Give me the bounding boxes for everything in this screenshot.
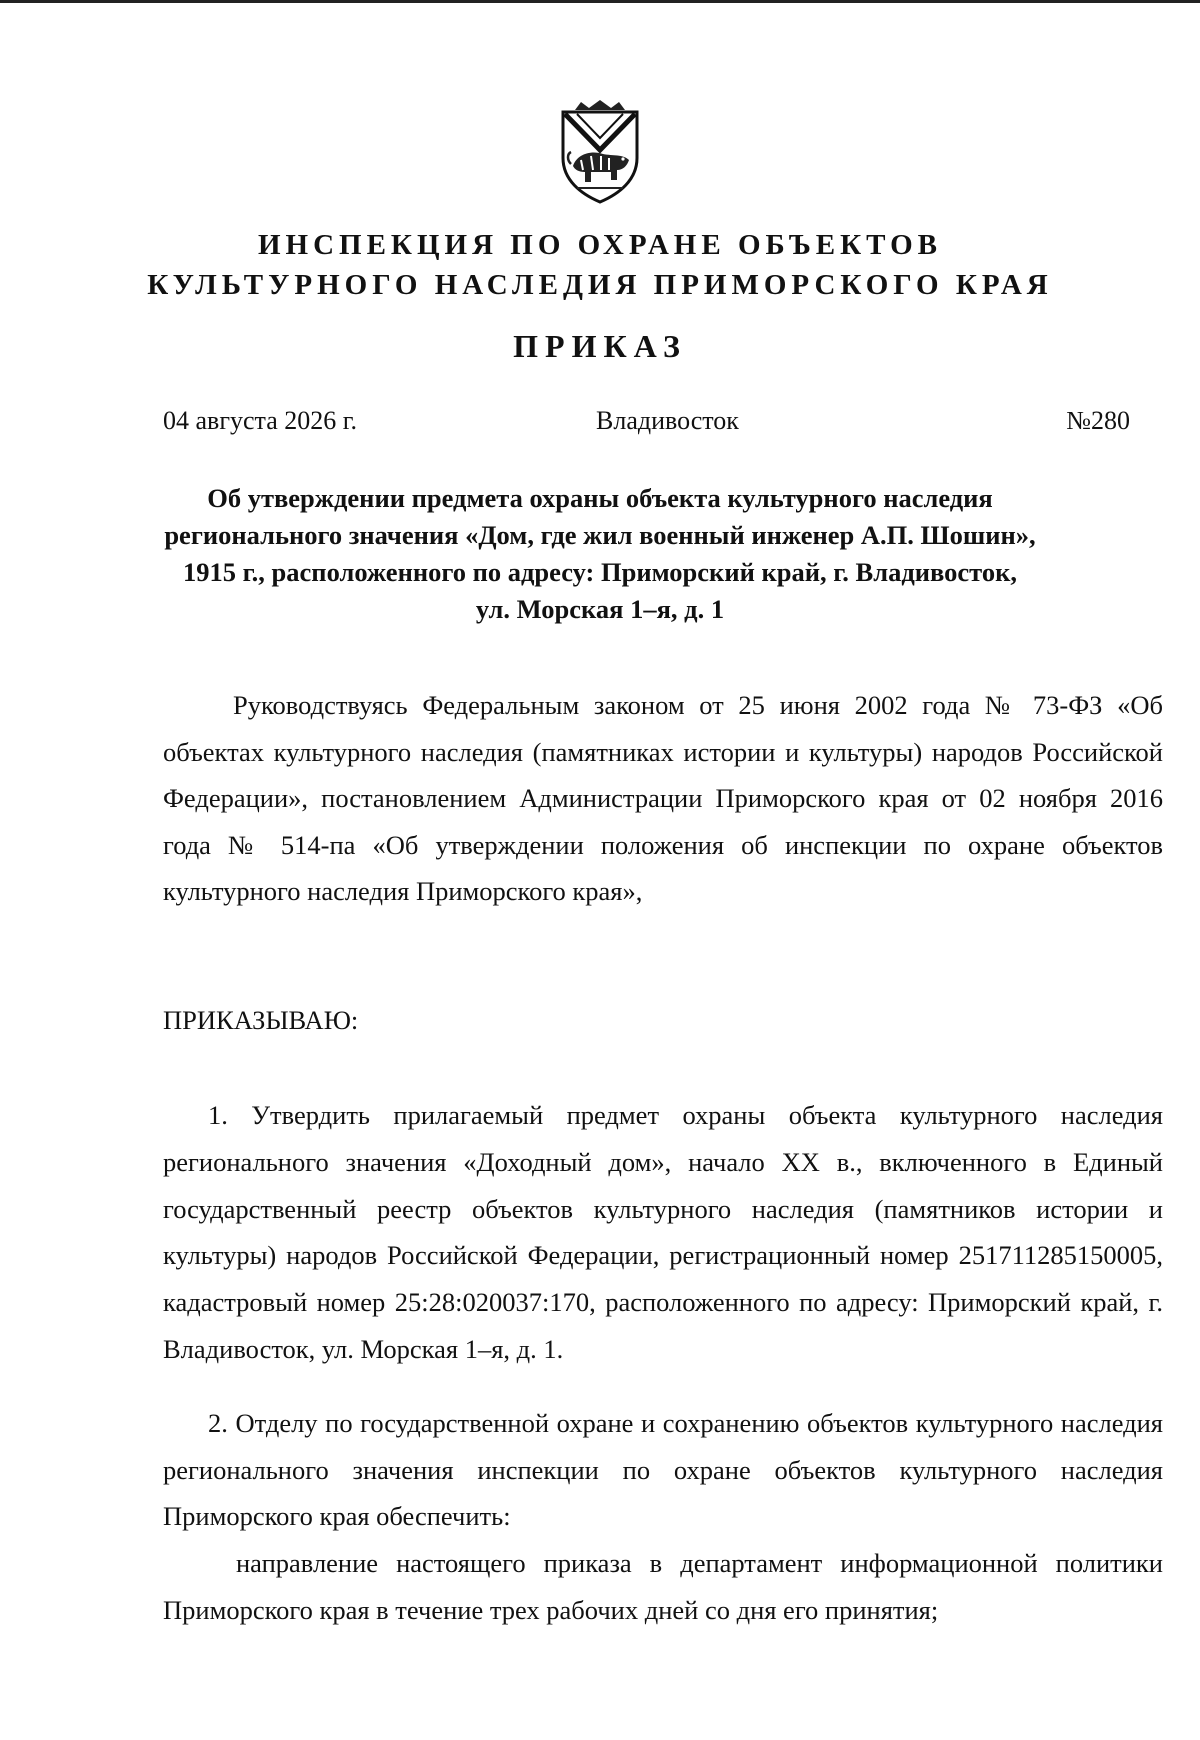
preamble-paragraph: Руководствуясь Федеральным законом от 25 июня 2002 года № 73-ФЗ «Об объектах культурного наследия (памятниках истории и культуры) народов Российской Федерации», постановлением Администрации Приморского края от 02 ноября 2016 года № 514-па «Об утверждении положения об инспекции по охране объектов культурного наследия Приморского края», [163, 690, 1163, 906]
document-type-title: ПРИКАЗ [513, 328, 687, 364]
order-city: Владивосток [596, 406, 739, 435]
order-item-1: 1. Утвердить прилагаемый предмет охраны объекта культурного наследия регионального значения «Доходный дом», начало XX в., включенного в Единый государственный реестр объектов культурного наследия (памятников истории и культуры) народов Российской Федерации, регистрационный номер 251711285150005, кадастровый номер 25:28:020037:170, расположенного по адресу: Приморский край, г. Владивосток, ул. Морская 1–я, д. 1. [163, 1100, 1163, 1364]
order-word: ПРИКАЗЫВАЮ: [163, 1005, 359, 1035]
issuer-name-line-1: ИНСПЕКЦИЯ ПО ОХРАНЕ ОБЪЕКТОВ [257, 229, 943, 261]
subject-line-1: Об утверждении предмета охраны объекта культурного наследия [207, 483, 993, 513]
coat-of-arms-icon [557, 100, 643, 204]
top-border-line [0, 0, 1200, 3]
order-subject [140, 480, 1060, 628]
subject-line-4: ул. Морская 1–я, д. 1 [475, 594, 725, 624]
order-item-2-subitem-1: направление настоящего приказа в департамент информационной политики Приморского края в течение трех рабочих дней со дня его принятия; [163, 1548, 1163, 1625]
order-number: №280 [1066, 406, 1130, 435]
subject-line-2: регионального значения «Дом, где жил военный инженер А.П. Шошин», [164, 520, 1036, 550]
order-item-2: 2. Отделу по государственной охране и сохранению объектов культурного наследия регионального значения инспекции по охране объектов культурного наследия Приморского края обеспечить: [163, 1408, 1163, 1531]
issuer-name-line-2: КУЛЬТУРНОГО НАСЛЕДИЯ ПРИМОРСКОГО КРАЯ [147, 269, 1053, 301]
subject-line-3: 1915 г., расположенного по адресу: Приморский край, г. Владивосток, [183, 557, 1017, 587]
order-date: 04 августа 2026 г. [163, 406, 357, 435]
